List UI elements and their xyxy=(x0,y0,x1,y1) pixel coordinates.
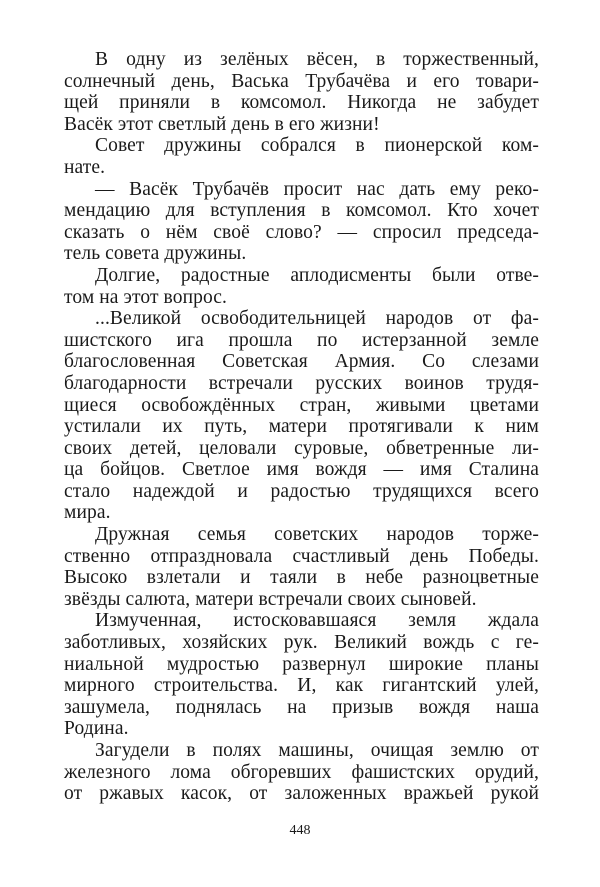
text-line: от ржавых касок, от заложенных вражьей рукой xyxy=(64,783,539,805)
paragraph-5 xyxy=(64,308,539,524)
text-line: мендацию для вступления в комсомол. Кто хочет xyxy=(64,200,539,222)
paragraph-2 xyxy=(64,135,539,178)
paragraph-6 xyxy=(64,524,539,610)
text-line: Долгие, радостные аплодисменты были отве- xyxy=(95,264,539,286)
text-line: Высоко взлетали и таяли в небе разноцветные xyxy=(64,567,539,589)
text-line: Измученная, истосковавшаяся земля ждала xyxy=(95,610,539,632)
paragraph-1 xyxy=(64,49,539,135)
text-line: устилали их путь, матери протягивали к ним xyxy=(64,416,539,438)
paragraph-7 xyxy=(64,610,539,740)
text-line: солнечный день, Васька Трубачёва и его товари- xyxy=(64,70,539,92)
paragraph-3 xyxy=(64,179,539,265)
text-line: Васёк этот светлый день в его жизни! xyxy=(64,113,380,135)
text-line: ственно отпраздновала счастливый день Победы. xyxy=(64,545,539,567)
text-line: железного лома обгоревших фашистских орудий, xyxy=(64,761,539,783)
text-line: нате. xyxy=(64,156,106,178)
text-line: щей приняли в комсомол. Никогда не забудет xyxy=(64,92,539,114)
text-line: благословенная Советская Армия. Со слезами xyxy=(64,351,539,373)
text-line: ...Великой освободительницей народов от фа- xyxy=(95,308,539,330)
text-line: зашумела, поднялась на призыв вождя наша xyxy=(64,696,539,718)
text-line: сказать о нём своё слово? — спросил председа- xyxy=(64,221,539,243)
text-line: своих детей, целовали суровые, обветренные ли- xyxy=(64,437,539,459)
text-line: В одну из зелёных вёсен, в торжественный, xyxy=(95,49,539,70)
text-line: Дружная семья советских народов торже- xyxy=(95,524,539,546)
text-line: мира. xyxy=(64,502,111,524)
text-line: том на этот вопрос. xyxy=(64,286,228,308)
text-line: ца бойцов. Светлое имя вождя — имя Сталина xyxy=(64,459,539,481)
text-line: шистского ига прошла по истерзанной земле xyxy=(64,329,539,351)
page-body xyxy=(64,49,539,805)
text-line: стало надеждой и радостью трудящихся всего xyxy=(64,480,539,502)
text-line: тель совета дружины. xyxy=(64,243,247,265)
text-line: Загудели в полях машины, очищая землю от xyxy=(95,740,539,761)
page-number: 448 xyxy=(289,823,311,838)
text-line: Совет дружины собрался в пионерской ком- xyxy=(95,135,539,157)
text-line: щиеся освобождённых стран, живыми цветами xyxy=(64,394,539,416)
text-line: заботливых, хозяйских рук. Великий вождь с ге- xyxy=(64,632,539,654)
text-line: — Васёк Трубачёв просит нас дать ему реко- xyxy=(95,178,539,200)
text-line: благодарности встречали русских воинов трудя- xyxy=(64,372,539,394)
text-line: ниальной мудростью развернул широкие планы xyxy=(64,653,539,675)
text-line: звёзды салюта, матери встречали своих сыновей. xyxy=(64,588,477,610)
text-line: Родина. xyxy=(64,718,129,740)
paragraph-4 xyxy=(64,265,539,308)
text-line: мирного строительства. И, как гигантский улей, xyxy=(64,675,539,697)
paragraph-8 xyxy=(64,740,539,805)
